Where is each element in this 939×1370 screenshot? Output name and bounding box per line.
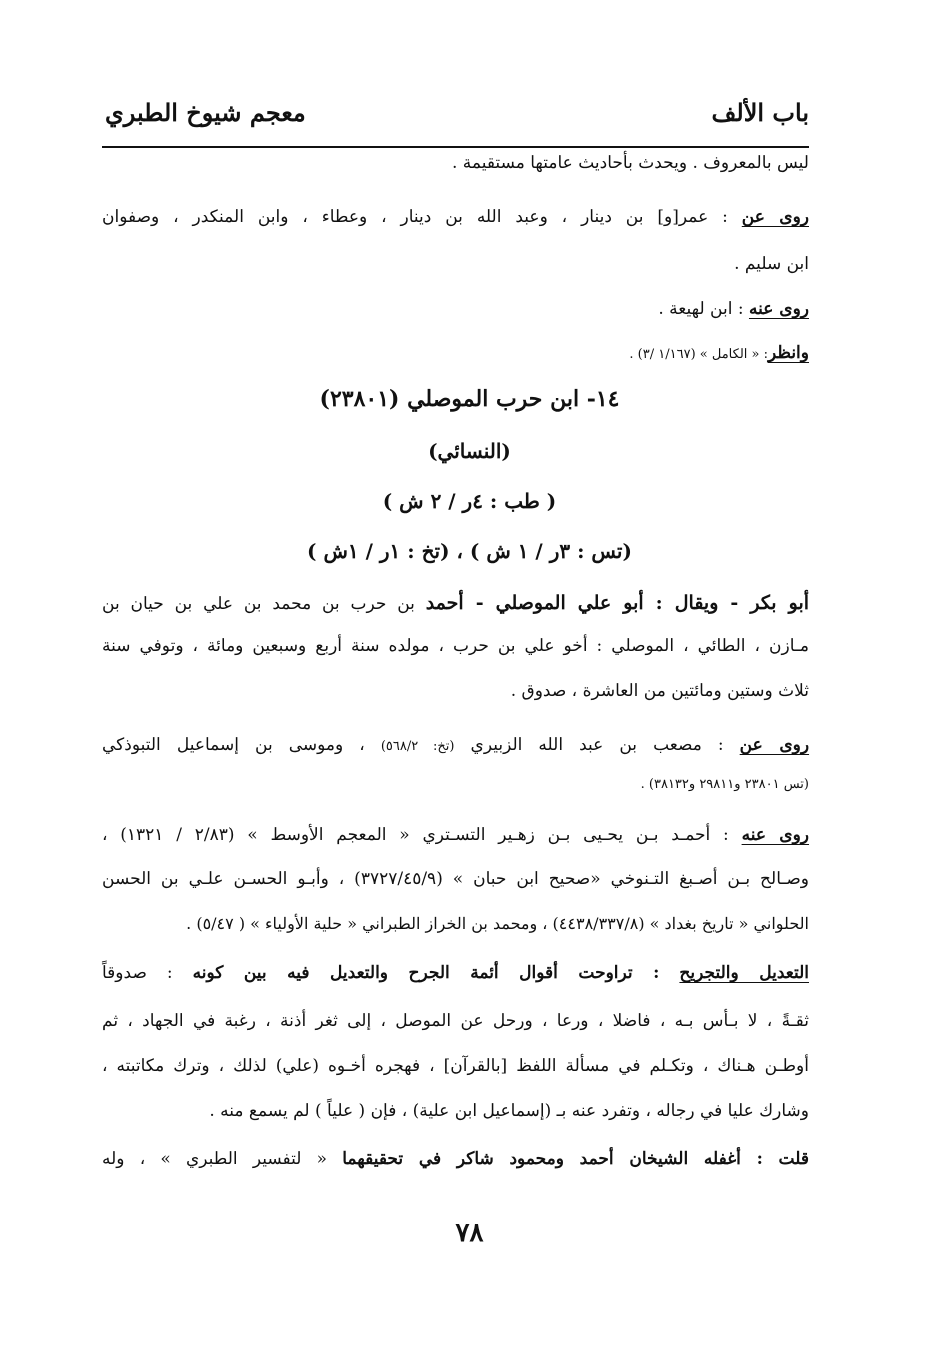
bio-line-1: أبو بكر - ويقال : أبو علي الموصلي - أحمد بن حرب بن محمد بن علي بن حيان بن: [102, 592, 810, 614]
page-number: ٧٨: [455, 1218, 484, 1248]
tadil-line-2: ثقـةً ، لا بـأس بـه ، فاضلا ، ورعا ، ورحل عن الموصل ، إلى ثغر أذنة ، رغبة في الجهاد ، ثم: [102, 1011, 809, 1031]
tadil-line-1: التعديل والتجريح : تراوحت أقوال أئمة الجرح والتعديل فيه بين كونه : صدوقاً: [102, 963, 809, 983]
bio-line-3: ثلاث وستين ومائتين من العاشرة ، صدوق .: [510, 681, 809, 701]
prev-riwaya-an-line: روى عن : عمر[و] بن دينار ، وعبد الله بن دينار ، وعطاء ، وابن المنكدر ، وصفوان: [102, 207, 809, 227]
tadil-line-3: أوطـن هـناك ، وتكـلم في مسألة اللفظ [بالقرآن] ، فهجره أخـوه (علي) لذلك ، وترك مكاتبته ،: [102, 1056, 809, 1076]
riwaya-an-line-2: (تس ٢٣٨٠١ و٢٩٨١١ و٣٨١٣٢) .: [640, 777, 809, 792]
bio-name: أبو بكر - ويقال : أبو علي الموصلي - أحمد: [425, 592, 810, 614]
riwaya-anhu-line-1: روى عنه : أحمـد بـن يحـيى بـن زهـير التسـتري « المعجم الأوسط » (٢/٨٣ / ١٣٢١) ،: [102, 825, 810, 845]
bio-line-2: مـازن ، الطائي ، الموصلي : أخو علي بن حرب ، مولده سنة أربع وسبعين ومائة ، وتوفي سنة: [102, 636, 809, 656]
riwaya-anhu-line-3: الحلواني « تاريخ بغداد » (٤٤٣٨/٣٣٧/٨) ، ومحمد بن الخراز الطبراني « حلية الأولياء » ( ٥/٤٧) .: [186, 914, 809, 933]
riwaya-an-label: روى عن: [739, 735, 810, 755]
entry-code-tabari: ( طب : ٤ر / ٢ ش ): [382, 489, 557, 513]
qultu-line: قلت : أغفله الشيخان أحمد ومحمود شاكر في تحقيقهما « لتفسير الطبري » ، وله: [102, 1149, 810, 1169]
riwaya-an-line-1: روى عن : مصعب بن عبد الله الزبيري (تخ: ٥٦٨/٢) ، وموسى بن إسماعيل التبوذكي: [102, 735, 810, 755]
prev-entry-line: ليس بالمعروف . ويحدث بأحاديث عامتها مستقيمة .: [451, 153, 809, 173]
prev-riwaya-an-cont: ابن سليم .: [734, 254, 809, 274]
prev-riwaya-anhu-line: روى عنه : ابن لهيعة .: [658, 299, 809, 319]
riwaya-anhu-label: روى عنه: [741, 825, 810, 845]
tadil-line-4: وشارك عليا في رجاله ، وتفرد عنه بـ (إسماعيل ابن علية) ، فإن ( علياً ) لم يسمع منه .: [209, 1101, 809, 1121]
header-rule: [102, 146, 809, 148]
prev-unzur-line: وانظر: « الكامل » (١/١٦٧ /٣) .: [629, 343, 809, 363]
entry-subtitle: (النسائي): [428, 439, 511, 463]
running-header: [105, 92, 809, 132]
tadil-label: التعديل والتجريح: [679, 963, 809, 983]
qultu-bold: قلت : أغفله الشيخان أحمد ومحمود شاكر في تحقيقهما: [342, 1149, 810, 1169]
riwaya-anhu-label: روى عنه: [748, 299, 809, 319]
entry-title: ١٤- ابن حرب الموصلي (٢٣٨٠١): [319, 386, 620, 412]
entry-code-tas: (تس : ٣ر / ١ ش ) ، (تخ : ١ر / ١ش ): [307, 539, 632, 563]
unzur-label: وانظر: [768, 343, 809, 363]
chapter-title: باب الألف: [711, 97, 809, 127]
book-title: معجم شيوخ الطبري: [105, 97, 306, 127]
riwaya-anhu-line-2: وصـالح بـن أصـبغ التـنوخي «صحيح ابن حبان » (٣٧٢٧/٤٥/٩) ، وأبـو الحسـن علـي بن الحسن: [102, 869, 809, 889]
riwaya-an-label: روى عن: [741, 207, 809, 227]
